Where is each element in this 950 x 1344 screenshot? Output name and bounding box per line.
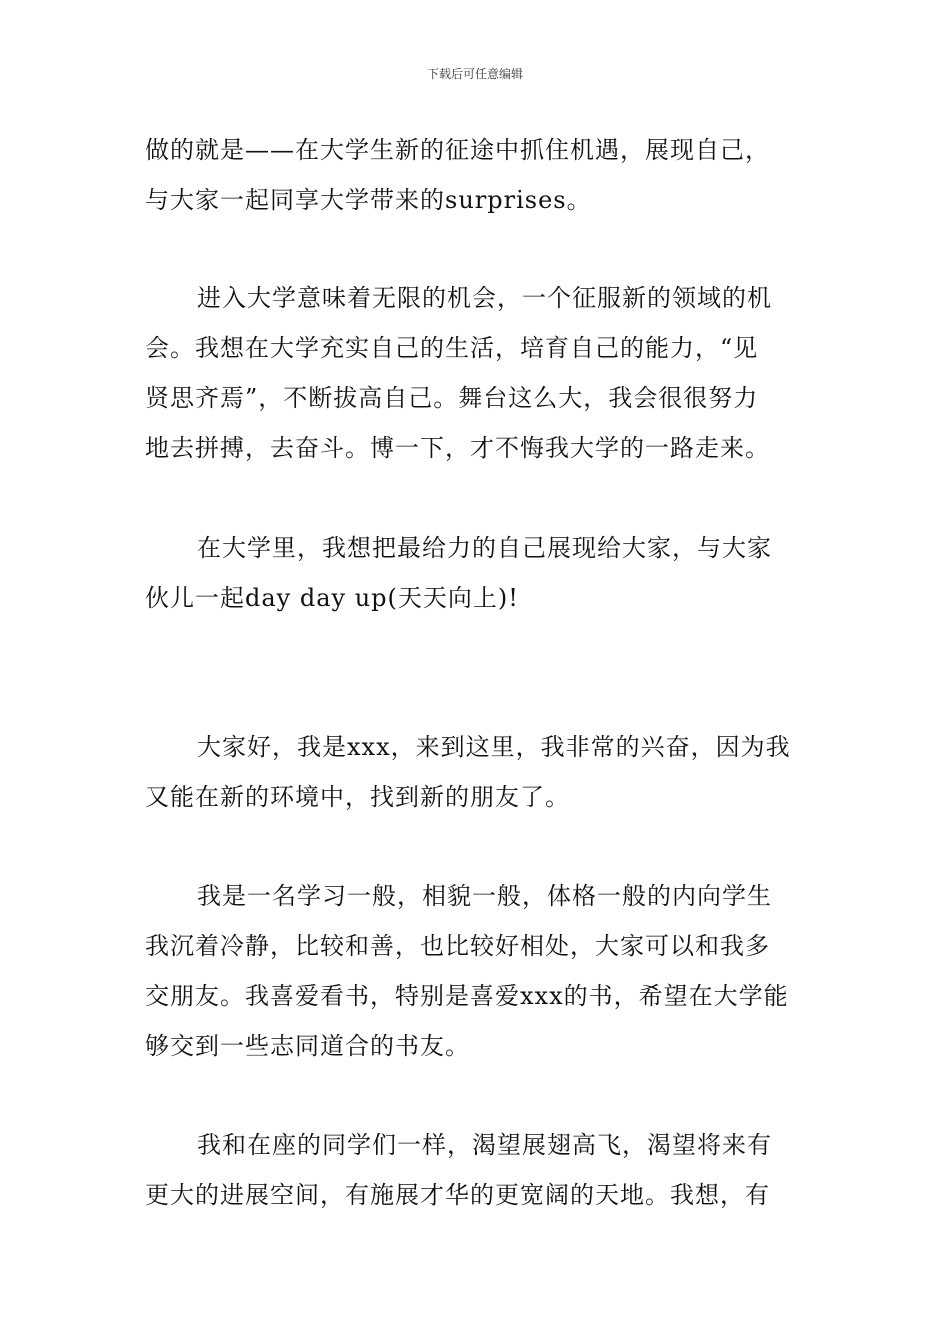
paragraph-line: 贤思齐焉”，不断拔高自己。舞台这么大，我会很很努力 [145,384,759,412]
paragraph-line: 进入大学意味着无限的机会，一个征服新的领域的机 [197,284,772,312]
paragraph-line: 伙儿一起day day up(天天向上)! [145,584,519,612]
paragraph-line: 交朋友。我喜爱看书，特别是喜爱xxx的书，希望在大学能 [145,982,789,1010]
paragraph-6 [145,1120,805,1220]
paragraph-3 [145,523,805,623]
paragraph-line: 在大学里，我想把最给力的自己展现给大家，与大家 [197,534,772,562]
paragraph-1 [145,125,805,225]
paragraph-line: 大家好，我是xxx，来到这里，我非常的兴奋，因为我 [197,733,791,761]
paragraph-line: 会。我想在大学充实自己的生活，培育自己的能力，“见 [145,334,759,362]
paragraph-line: 更大的进展空间，有施展才华的更宽阔的天地。我想，有 [145,1181,770,1209]
paragraph-4 [145,722,805,822]
page-header-note: 下载后可任意编辑 [426,67,523,81]
paragraph-line: 我沉着冷静，比较和善，也比较好相处，大家可以和我多 [145,932,770,960]
paragraph-2 [145,273,805,473]
paragraph-5 [145,871,805,1071]
paragraph-line: 我和在座的同学们一样，渴望展翅高飞，渴望将来有 [197,1131,772,1159]
paragraph-line: 做的就是——在大学生新的征途中抓住机遇，展现自己， [145,136,770,164]
paragraph-line: 够交到一些志同道合的书友。 [145,1032,470,1060]
paragraph-line: 我是一名学习一般，相貌一般，体格一般的内向学生 [197,882,772,910]
paragraph-line: 与大家一起同享大学带来的surprises。 [145,186,592,214]
paragraph-line: 地去拼搏，去奋斗。博一下，才不悔我大学的一路走来。 [145,434,770,462]
paragraph-line: 又能在新的环境中，找到新的朋友了。 [145,783,570,811]
